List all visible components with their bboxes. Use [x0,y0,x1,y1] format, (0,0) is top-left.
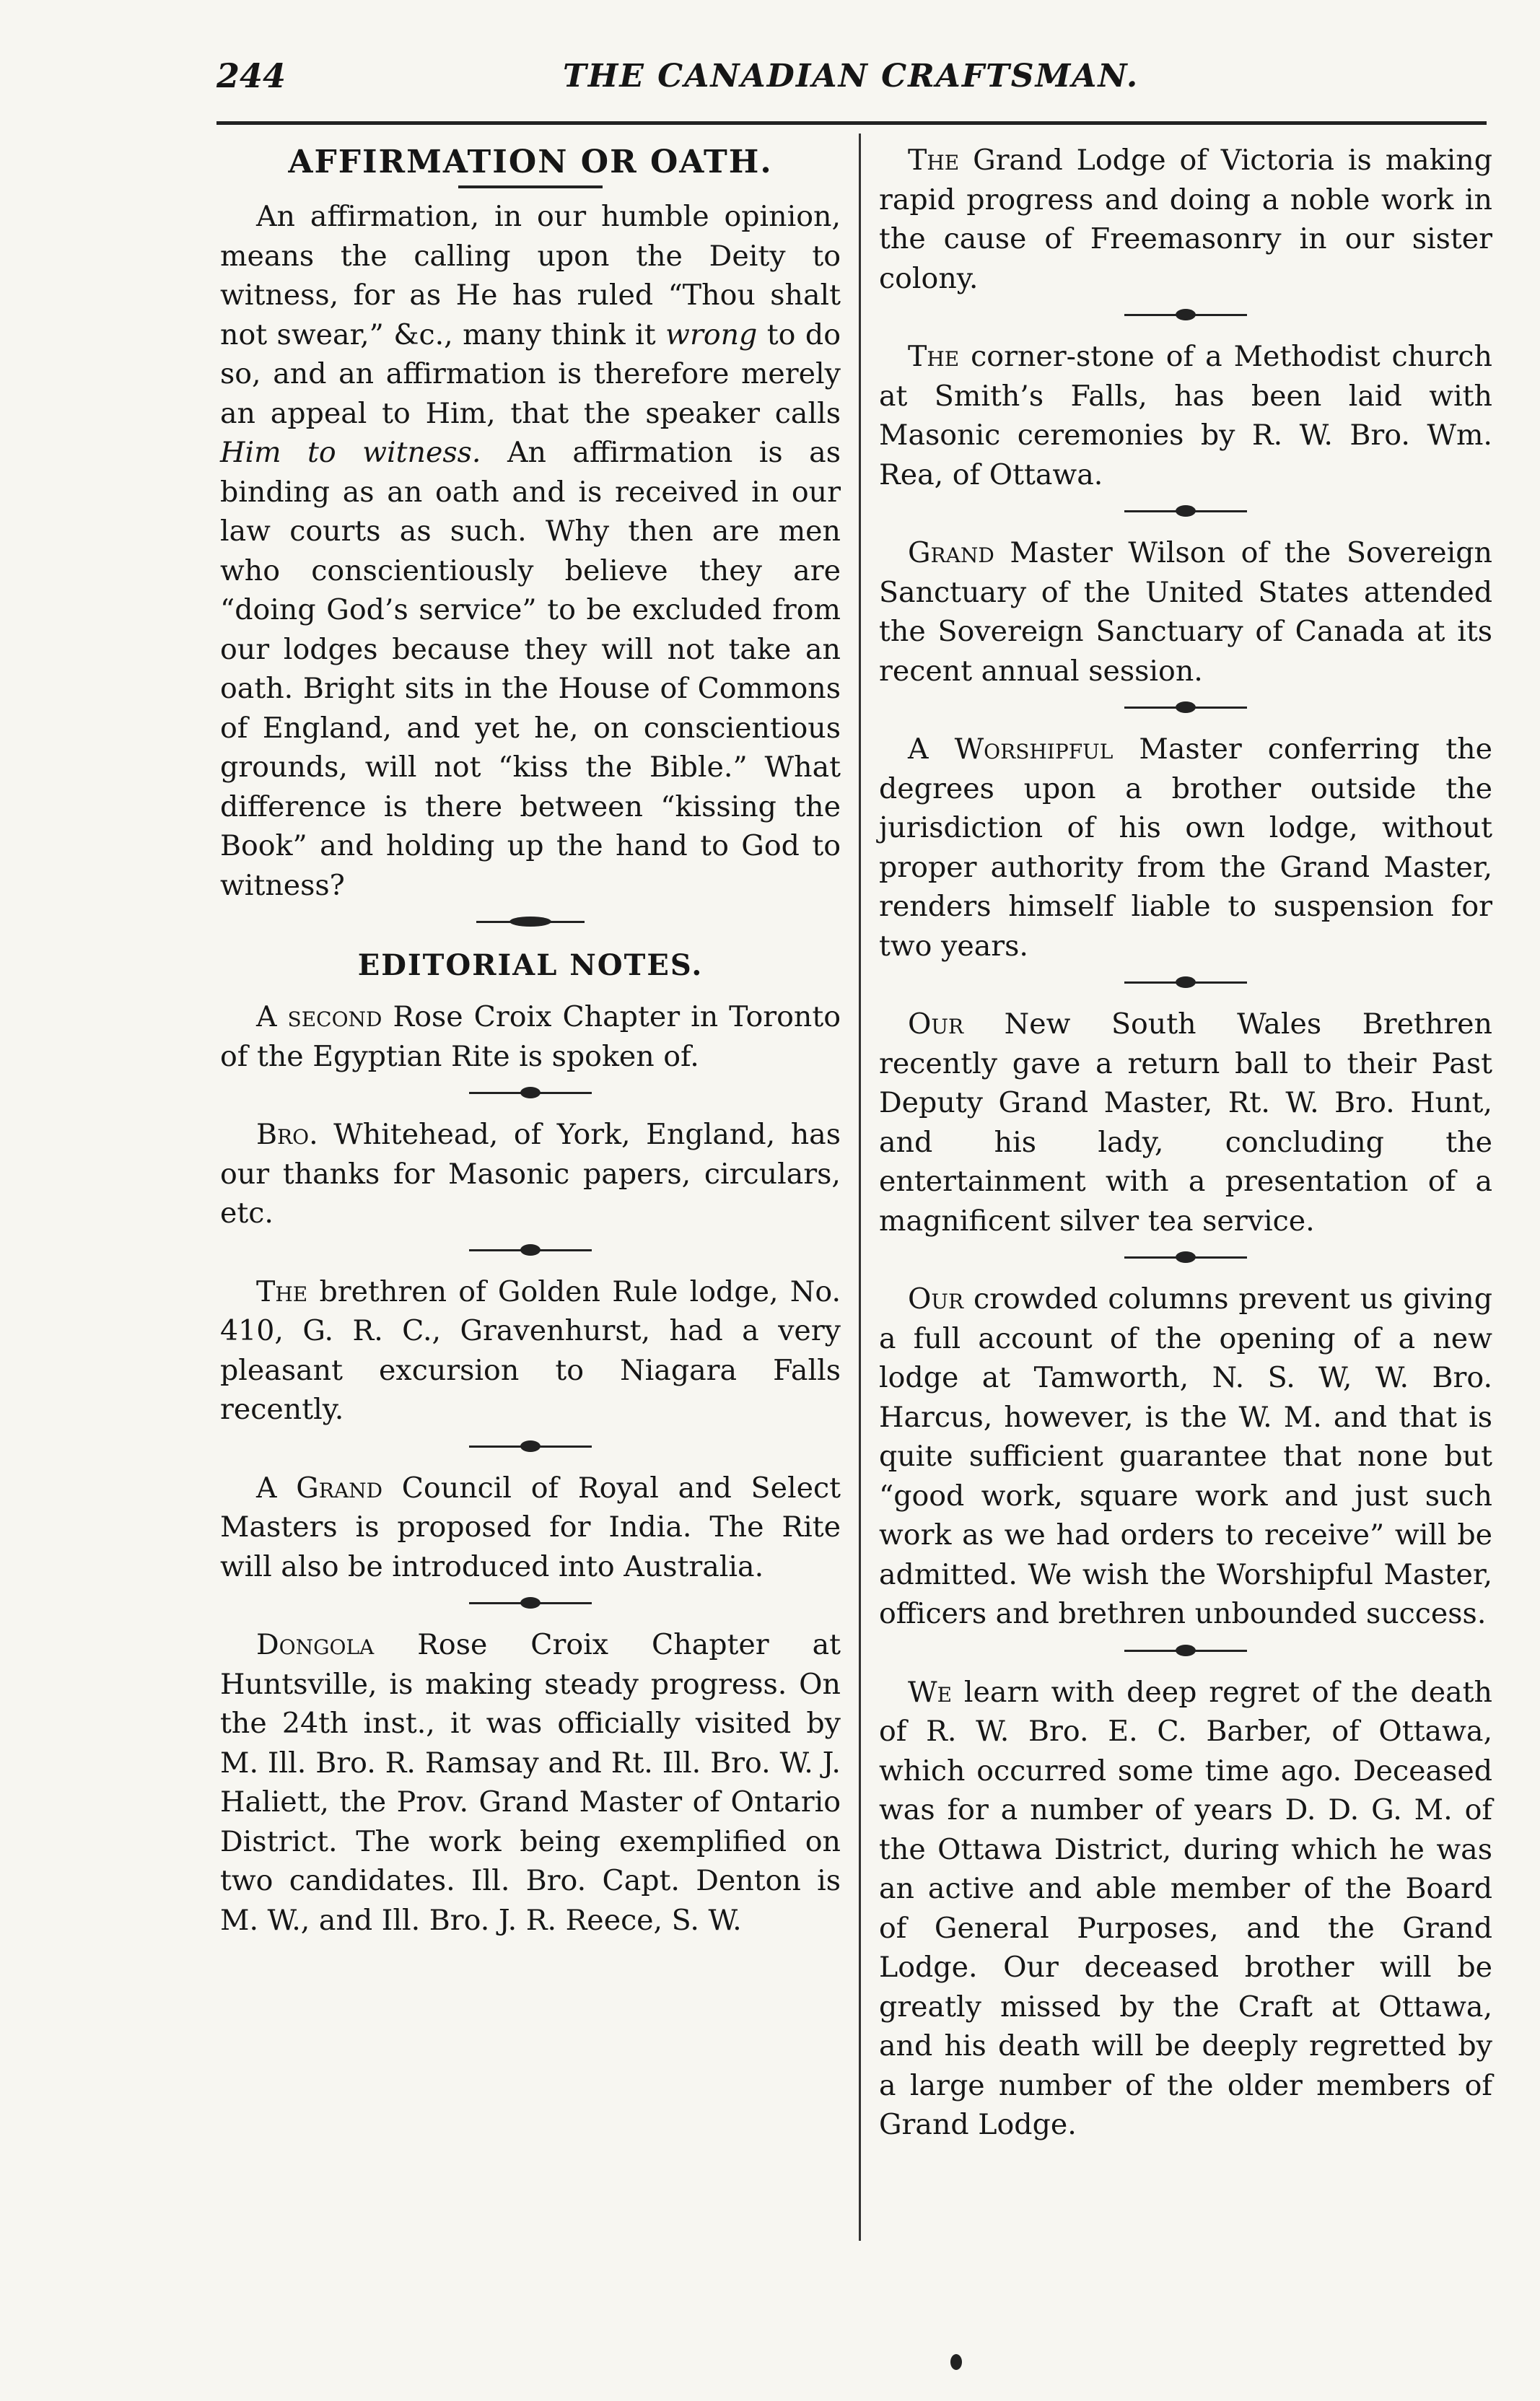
lead-word: Grand [908,536,994,569]
note-separator [469,1589,592,1618]
article-title: AFFIRMATION OR OATH. [288,144,773,180]
lead-word: We [908,1675,953,1709]
left-column [220,141,841,1940]
news-item [879,533,1492,691]
lead-word: A Worshipful [908,732,1114,766]
text-run: An affirmation, in our humble opinion, means the calling upon the Deity to witness, for as He has ruled “Thou shalt not swear,” &c., many think it [220,200,841,351]
italic-run: Him to witness. [220,436,481,469]
news-item [879,1005,1492,1241]
item-separator [1124,1243,1247,1272]
page-footer-mark [950,2354,962,2370]
column-divider [859,134,861,2241]
news-item [879,337,1492,494]
note-text: Rose Croix Chapter at Huntsville, is making steady progress. On the 24th inst., it was officially visited by M. Ill. Bro. R. Ramsay and Rt. Ill. Bro. W. J. Haliett, the Prov. Grand Master of Ontario District. The work being exemplified on two candidates. Ill. Bro. Capt. Denton is M. W., and Ill. Bro. J. R. Reece, S. W. [220,1628,841,1937]
italic-run: wrong [665,318,758,351]
note-text: brethren of Golden Rule lodge, No. 410, G. R. C., Gravenhurst, had a very pleasant excursion to Niagara Falls recently. [220,1274,841,1426]
page-header [216,51,1494,108]
right-column [879,141,1492,2145]
item-separator [1124,497,1247,526]
item-separator [1124,968,1247,997]
lead-word: The [908,144,960,177]
item-text: corner-stone of a Methodist church at Smith’s Falls, has been laid with Masonic ceremonies by R. W. Bro. Wm. Rea, of Ottawa. [879,340,1492,491]
lead-word: Our [908,1282,964,1316]
lead-word: The [256,1274,308,1308]
item-separator [1124,1637,1247,1666]
text-run: to do so, and an affirmation is therefore merely an appeal to Him, that the speaker calls [220,318,841,430]
editorial-note [220,1272,841,1430]
note-text: Rose Croix Chapter in Toronto of the Egyptian Rite is spoken of. [220,1000,841,1073]
section-title: EDITORIAL NOTES. [357,948,704,982]
item-text: Grand Lodge of Victoria is making rapid progress and doing a noble work in the cause of Freemasonry in our sister colony. [879,144,1492,295]
item-text: Master Wilson of the Sovereign Sanctuary of the United States attended the Sovereign Sanctuary of Canada at its recent annual session. [879,536,1492,688]
news-item [879,730,1492,966]
note-separator [469,1433,592,1461]
lead-word: A Grand [256,1471,383,1505]
note-separator [469,1236,592,1265]
item-separator [1124,301,1247,330]
note-separator [469,1079,592,1108]
ornament-separator [469,908,592,937]
item-text: learn with deep regret of the death of R. W. Bro. E. C. Barber, of Ottawa, which occurred some time ago. Deceased was for a number of years D. D. G. M. of the Ottawa District, during which he was an active and able member of the Board of General Purposes, and the Grand Lodge. Our deceased brother will be greatly missed by the Craft at Ottawa, and his death will be deeply regretted by a large number of the older members of Grand Lodge. [879,1675,1492,2141]
editorial-note [220,1625,841,1940]
item-separator [1124,694,1247,722]
text-run: An affirmation is as binding as an oath and is received in our law courts as such. Why then are men who conscientiously believe they are “doing God’s service” to be excluded from our lodges because they will not take an oath. Bright sits in the House of Commons of England, and yet he, on conscientious grounds, will not “kiss the Bible.” What difference is there between “kissing the Book” and holding up the hand to God to witness? [220,436,841,902]
lead-word: Bro. [256,1118,318,1151]
item-text: Master conferring the degrees upon a brother outside the jurisdiction of his own lodge, without proper authority from the Grand Master, renders himself liable to suspension for two years. [879,732,1492,963]
note-text: Whitehead, of York, England, has our thanks for Masonic papers, circulars, etc. [220,1118,841,1230]
lead-word: Dongola [256,1628,375,1661]
item-text: crowded columns prevent us giving a full account of the opening of a new lodge at Tamworth, N. S. W, W. Bro. Harcus, however, is the W. M. and that is quite sufficient guarantee that none but “good work, square work and just such work as we had orders to receive” will be admitted. We wish the Worshipful Master, officers and brethren unbounded success. [879,1282,1492,1630]
editorial-note [220,997,841,1076]
lead-word: A second [256,1000,382,1033]
news-item [879,141,1492,298]
title-underline [458,185,603,188]
running-title: THE CANADIAN CRAFTSMAN. [563,58,1139,95]
editorial-note [220,1115,841,1233]
header-rule [216,121,1487,125]
news-item [879,1673,1492,2145]
page-number: 244 [216,56,286,95]
lead-word: The [908,340,960,373]
affirmation-paragraph [220,197,841,905]
news-item [879,1280,1492,1634]
item-text: New South Wales Brethren recently gave a return ball to their Past Deputy Grand Master, Rt. W. Bro. Hunt, and his lady, concluding the entertainment with a presentation of a magnificent silver tea service. [879,1007,1492,1238]
lead-word: Our [908,1007,964,1041]
editorial-note [220,1469,841,1587]
note-text: Council of Royal and Select Masters is proposed for India. The Rite will also be introduced into Australia. [220,1471,841,1583]
